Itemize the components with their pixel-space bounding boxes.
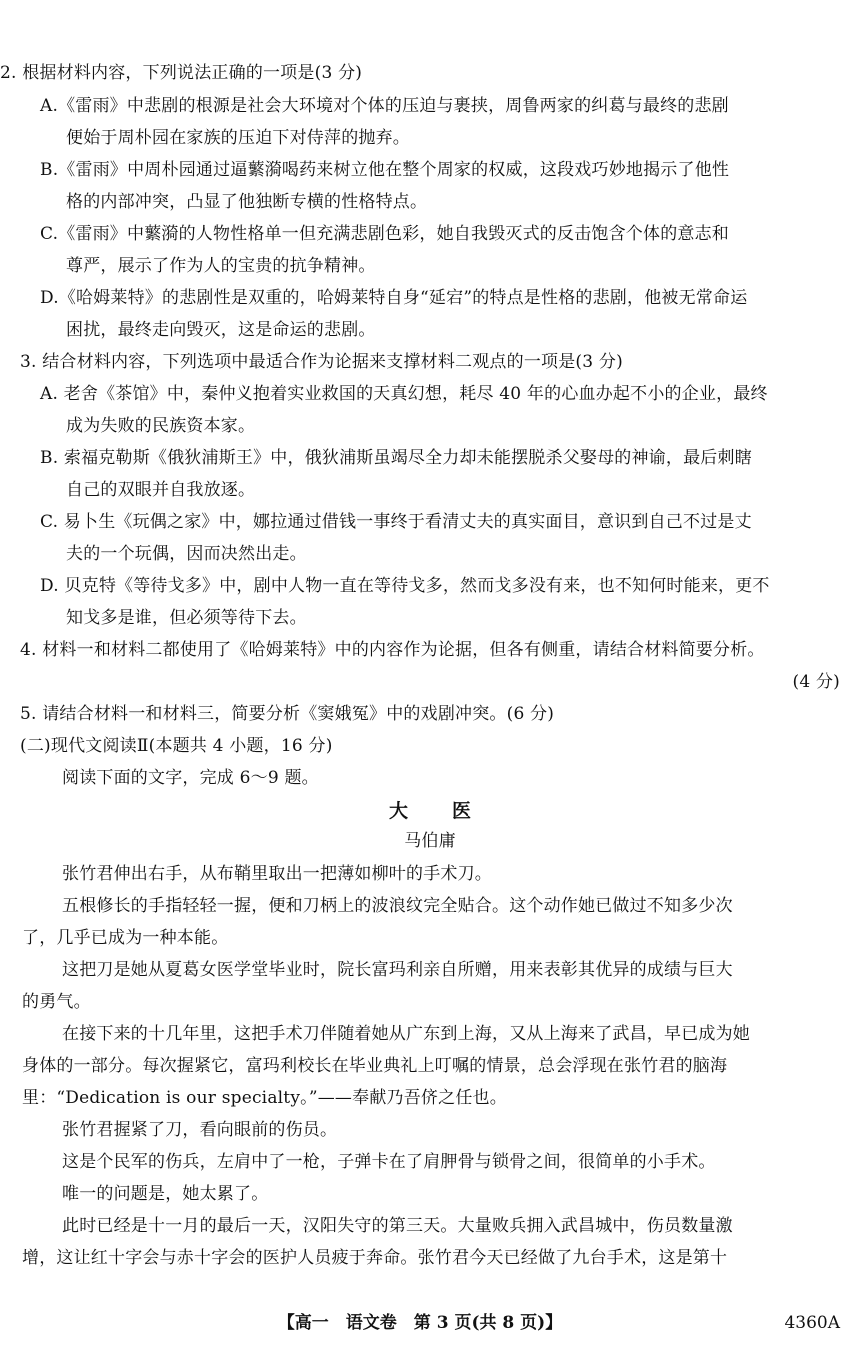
story-paragraph-3-line2: 的勇气。 [22,992,91,1012]
story-paragraph-8-line1: 此时已经是十一月的最后一天，汉阳失守的第三天。大量败兵拥入武昌城中，伤员数量激 [62,1216,733,1236]
story-paragraph-4-line1: 在接下来的十几年里，这把手术刀伴随着她从广东到上海，又从上海来了武昌，早已成为她 [62,1024,750,1044]
q3-option-a-line1: A. 老舍《茶馆》中，秦仲义抱着实业救国的天真幻想，耗尽 40 年的心血办起不小的企业，最终 [40,384,768,404]
story-paragraph-4-line2: 身体的一部分。每次握紧它，富玛利校长在毕业典礼上叮嘱的情景，总会浮现在张竹君的脑海 [22,1056,728,1076]
question-2-stem: 2. 根据材料内容，下列说法正确的一项是(3 分) [0,63,363,83]
q2-option-d-line2: 困扰，最终走向毁灭，这是命运的悲剧。 [66,320,376,340]
question-3-stem: 3. 结合材料内容，下列选项中最适合作为论据来支撑材料二观点的一项是(3 分) [20,352,623,372]
story-paragraph-5: 张竹君握紧了刀，看向眼前的伤员。 [62,1120,338,1140]
question-5-stem: 5. 请结合材料一和材料三，简要分析《窦娥冤》中的戏剧冲突。(6 分) [20,704,555,724]
q3-option-c-line2: 夫的一个玩偶，因而决然出走。 [66,544,307,564]
q2-option-a-line1: A.《雷雨》中悲剧的根源是社会大环境对个体的压迫与裹挟，周鲁两家的纠葛与最终的悲剧 [40,96,729,116]
q3-option-d-line2: 知戈多是谁，但必须等待下去。 [66,608,307,628]
q2-option-c-line1: C.《雷雨》中蘩漪的人物性格单一但充满悲剧色彩，她自我毁灭式的反击饱含个体的意志和 [40,224,730,244]
section-heading: (二)现代文阅读Ⅱ(本题共 4 小题，16 分) [20,736,333,756]
q2-option-b-line1: B.《雷雨》中周朴园通过逼蘩漪喝药来树立他在整个周家的权威，这段戏巧妙地揭示了他性 [40,160,730,180]
question-4-score: (4 分) [792,672,840,692]
footer-exam-code: 4360A [784,1313,840,1333]
story-paragraph-2-line1: 五根修长的手指轻轻一握，便和刀柄上的波浪纹完全贴合。这个动作她已做过不知多少次 [62,896,733,916]
story-author: 马伯庸 [404,831,456,851]
q3-option-c-line1: C. 易卜生《玩偶之家》中，娜拉通过借钱一事终于看清丈夫的真实面目，意识到自己不过是丈 [40,512,752,532]
q3-option-b-line2: 自己的双眼并自我放逐。 [66,480,256,500]
q2-option-c-line2: 尊严，展示了作为人的宝贵的抗争精神。 [66,256,376,276]
q3-option-b-line1: B. 索福克勒斯《俄狄浦斯王》中，俄狄浦斯虽竭尽全力却未能摆脱杀父娶母的神谕，最后刺瞎 [40,448,752,468]
section-instruction: 阅读下面的文字，完成 6～9 题。 [62,768,319,788]
story-paragraph-4-line3: 里：“Dedication is our specialty。”——奉献乃吾侪之任也。 [22,1088,507,1108]
q2-option-a-line2: 便始于周朴园在家族的压迫下对侍萍的抛弃。 [66,128,410,148]
story-paragraph-1: 张竹君伸出右手，从布鞘里取出一把薄如柳叶的手术刀。 [62,864,492,884]
story-paragraph-8-line2: 增，这让红十字会与赤十字会的医护人员疲于奔命。张竹君今天已经做了九台手术，这是第十 [22,1248,728,1268]
question-4-stem: 4. 材料一和材料二都使用了《哈姆莱特》中的内容作为论据，但各有侧重，请结合材料简要分析。 [20,640,765,660]
story-title-char-1: 大 [388,800,408,822]
story-paragraph-3-line1: 这把刀是她从夏葛女医学堂毕业时，院长富玛利亲自所赠，用来表彰其优异的成绩与巨大 [62,960,733,980]
story-paragraph-2-line2: 了，几乎已成为一种本能。 [22,928,229,948]
story-title-char-2: 医 [452,800,472,822]
story-paragraph-7: 唯一的问题是，她太累了。 [62,1184,269,1204]
story-paragraph-6: 这是个民军的伤兵，左肩中了一枪，子弹卡在了肩胛骨与锁骨之间，很简单的小手术。 [62,1152,716,1172]
q2-option-b-line2: 格的内部冲突，凸显了他独断专横的性格特点。 [66,192,428,212]
q3-option-a-line2: 成为失败的民族资本家。 [66,416,256,436]
q3-option-d-line1: D. 贝克特《等待戈多》中，剧中人物一直在等待戈多，然而戈多没有来，也不知何时能来，更不 [40,576,770,596]
q2-option-d-line1: D.《哈姆莱特》的悲剧性是双重的，哈姆莱特自身“延宕”的特点是性格的悲剧，他被无常命运 [40,288,748,308]
footer-page-info: 【高一 语文卷 第 3 页(共 8 页)】 [277,1313,563,1333]
story-title [20,800,840,822]
